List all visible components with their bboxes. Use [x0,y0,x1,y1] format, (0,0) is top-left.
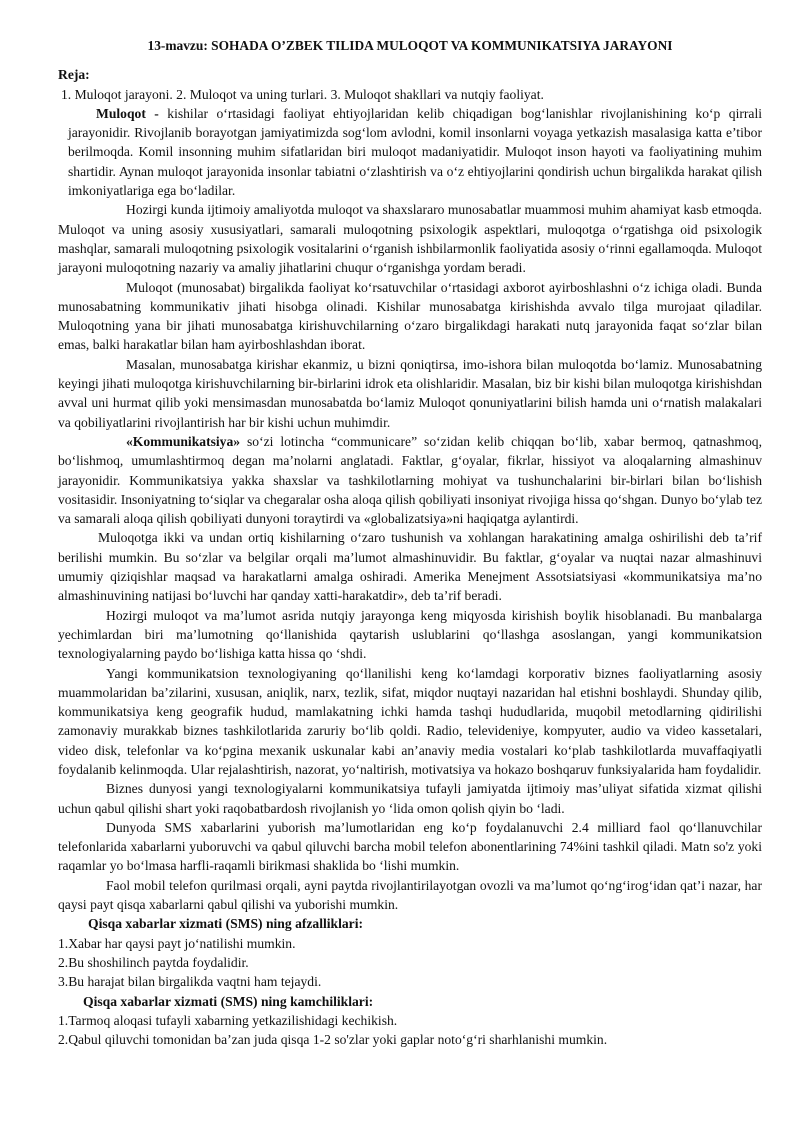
kommunikatsiya-term: «Kommunikatsiya» [126,433,241,449]
intro-term: Muloqot - [96,105,159,121]
paragraph-2: Muloqot (munosabat) birgalikda faoliyat ko‘rsatuvchilar o‘rtasidagi axborot ayirboshlashni o‘z ichiga oladi. Bunda munosabatning kommunikativ jihati hisobga olinadi. Kishilar munosabatga kirishishda avvalo tilga murojaat qiladilar. Muloqotning yana bir jihati munosabatga kirishuvchilarning o‘zaro birgalikdagi harakati nutq jarayonida faqat so‘zlar bilan emas, balki harakatlar bilan ham ayirboshlashdan iborat. [58,279,762,353]
paragraph-4 [58,432,762,528]
plan-line: 1. Muloqot jarayoni. 2. Muloqot va uning turlari. 3. Muloqot shakllari va nutqiy faoliyat. [61,86,544,102]
advantages-heading: Qisqa xabarlar xizmati (SMS) ning afzalliklari: [88,916,364,932]
disadvantages-item-1: 1.Tarmoq aloqasi tufayli xabarning yetkazilishidagi kechikish. [58,1012,398,1028]
paragraph-1: Hozirgi kunda ijtimoiy amaliyotda muloqot va shaxslararo munosabatlar muammosi muhim ahamiyat kasb etmoqda. Muloqot va uning asosiy xususiyatlari, samarali muloqotning psixologik aspektlari, muloqotga o‘rgatishga oid psixologik mashqlar, samarali muloqotning psixologik vositalarini o‘rganish ishbilarmonlik faoliyatida asosiy o‘rinni egallamoqda. Muloqot jarayoni muloqotning nazariy va amaliy jihatlarini chuqur o‘rganishga yordam beradi. [58,202,762,276]
paragraph-7: Yangi kommunikatsion texnologiyaning qo‘llanilishi keng ko‘lamdagi korporativ biznes faoliyatlarning asosiy muammolaridan ba’zilarini, xususan, aniqlik, narx, tezlik, sifat, miqdor nuqtayi nazaridan hal etishni boshlaydi. Shunday qilib, kommunikatsiya keng geografik hudud, mamlakatning ichki hamda tashqi hududlarida, muqobil metodlarning qidirilishi zamonaviy murakkab biznes tashkilotlarida zaruriy bo‘lib qoldi. Radio, televideniye, kompyuter, audio va video kassetalari, video disk, telefonlar va ko‘pgina mexanik uskunalar kabi an’anaviy media vostalari ko‘plab tashkilotlarda muvaffaqiyatli foydalanib kelinmoqda. Ular rejalashtirish, nazorat, yo‘naltirish, motivatsiya va hokazo boshqaruv funksiyalarida ham foydalidir. [58,665,762,777]
paragraph-4-text: so‘zi lotincha “communicare” so‘zidan kelib chiqqan bo‘lib, xabar bermoq, qatnashmoq, bo‘lishmoq, umumlashtirmoq degan ma’nolarni anglatadi. Faktlar, g‘oyalar, fikrlar, hissiyot va aloqalarning almashinuv jarayonidir. Kommunikatsiya yakka shaxslar va tashkilotlarning mohiyat va tushunchalarini bir-birlari bilan bo‘lishish vositasidir. Insoniyatning to‘siqlar va chegaralar osha aloqa qilish qobiliyati insoniyat rivojiga hissa qo‘shgan. Dunyo bo‘ylab tez va samarali aloqa qilish qobiliyati dunyoni toraytirdi va «globalizatsiya»ni haqiqatga aylantirdi. [58,433,762,527]
document-title: 13-mavzu: SOHADA O’ZBEK TILIDA MULOQOT VA KOMMUNIKATSIYA JARAYONI [147,38,673,53]
paragraph-3: Masalan, munosabatga kirishar ekanmiz, u bizni qoniqtirsa, imo-ishora bilan muloqotda bo‘lamiz. Munosabatning keyingi jihati muloqotga kirishuvchilarning bir-birlarini idrok eta olishlaridir. Masalan, biz bir kishi bilan muloqotga kirishishdan avval uni hurmat qilib yoki mensimasdan munosabatda bo‘lamiz Muloqot qonuniyatlarini bilish hamda uni o‘rnatish malakalari va qobiliyatlarini rivojlantirish har bir kishi uchun muhimdir. [58,356,762,430]
paragraph-6: Hozirgi muloqot va ma’lumot asrida nutqiy jarayonga keng miqyosda kirishish boylik hisoblanadi. Bu manbalarga yechimlardan biri ma’lumotning qo‘llanishida qaytarish uslublarini qo‘llashga asoslangan, yangi kommunikatsion texnologiyalarning paydo bo‘lishiga katta hissa qo ‘shdi. [58,607,762,662]
intro-paragraph [58,104,762,200]
disadvantages-item-2: 2.Qabul qiluvchi tomonidan ba’zan juda qisqa 1-2 so'zlar yoki gaplar noto‘g‘ri sharhlanishi mumkin. [58,1032,608,1048]
paragraph-9: Dunyoda SMS xabarlarini yuborish ma’lumotlaridan eng ko‘p foydalanuvchi 2.4 milliard faol qo‘llanuvchilar telefonlarida xabarlarni yuboruvchi va qabul qiluvchi barcha mobil telefon abonentlarining 74%ini tashkil qiladi. Matn so'z yoki raqamlar yo bo‘lmasa harfli-raqamli birikmasi shaklida bo ‘lishi mumkin. [58,819,762,874]
advantages-item-1: 1.Xabar har qaysi payt jo‘natilishi mumkin. [58,935,296,951]
disadvantages-heading: Qisqa xabarlar xizmati (SMS) ning kamchiliklari: [83,993,374,1009]
intro-text: kishilar o‘rtasidagi faoliyat ehtiyojlaridan kelib chiqadigan bog‘lanishlar rivojlanishining ko‘p qirrali jarayonidir. Rivojlanib borayotgan jamiyatimizda sog‘lom avlodni, komil insonlarni voyaga yetkazish masalasiga katta e’tibor berilmoqda. Komil insonning muhim sifatlaridan biri muloqot madaniyatidir. Muloqot inson hayoti va faoliyatining muhim shartidir. Aynan muloqot jarayonida insonlar tabiatni o‘zlashtirish va o‘z ehtiyojlarini qondirish uchun birgalikda harakat qilish imkoniyatlariga ega bo‘ladilar. [68,105,762,199]
advantages-item-2: 2.Bu shoshilinch paytda foydalidir. [58,954,249,970]
plan-heading: Reja: [58,67,90,83]
paragraph-5: Muloqotga ikki va undan ortiq kishilarning o‘zaro tushunish va xohlangan harakatining amalga oshirilishi deb ta’rif berilishi mumkin. Bu so‘zlar va belgilar orqali ma’lumot almashinuvidir. Bu faktlar, g‘oyalar va nuqtai nazar almashinuvi umumiy qiziqishlar maqsad va harakatlarni amalga oshiradi. Amerika Menejment Assotsiatsiyasi «kommunikatsiya ma’no almashinuvining natijasi bo‘luvchi har qanday xatti-harakatdir», deb ta’rif beradi. [58,530,762,604]
paragraph-8: Biznes dunyosi yangi texnologiyalarni kommunikatsiya tufayli jamiyatda ijtimoiy mas’uliyat sifatida xizmat qilishi uchun qabul qilishi shart yoki raqobatbardosh rivojlanish yo ‘lida omon qolish qiyin bo ‘ladi. [58,781,762,816]
advantages-item-3: 3.Bu harajat bilan birgalikda vaqtni ham tejaydi. [58,974,322,990]
paragraph-10: Faol mobil telefon qurilmasi orqali, ayni paytda rivojlantirilayotgan ovozli va ma’lumot qo‘ng‘irog‘idan qat’i nazar, har qaysi payt qisqa xabarlarni qabul qilishi va yuborishi mumkin. [58,877,762,913]
document-page [58,36,762,1049]
